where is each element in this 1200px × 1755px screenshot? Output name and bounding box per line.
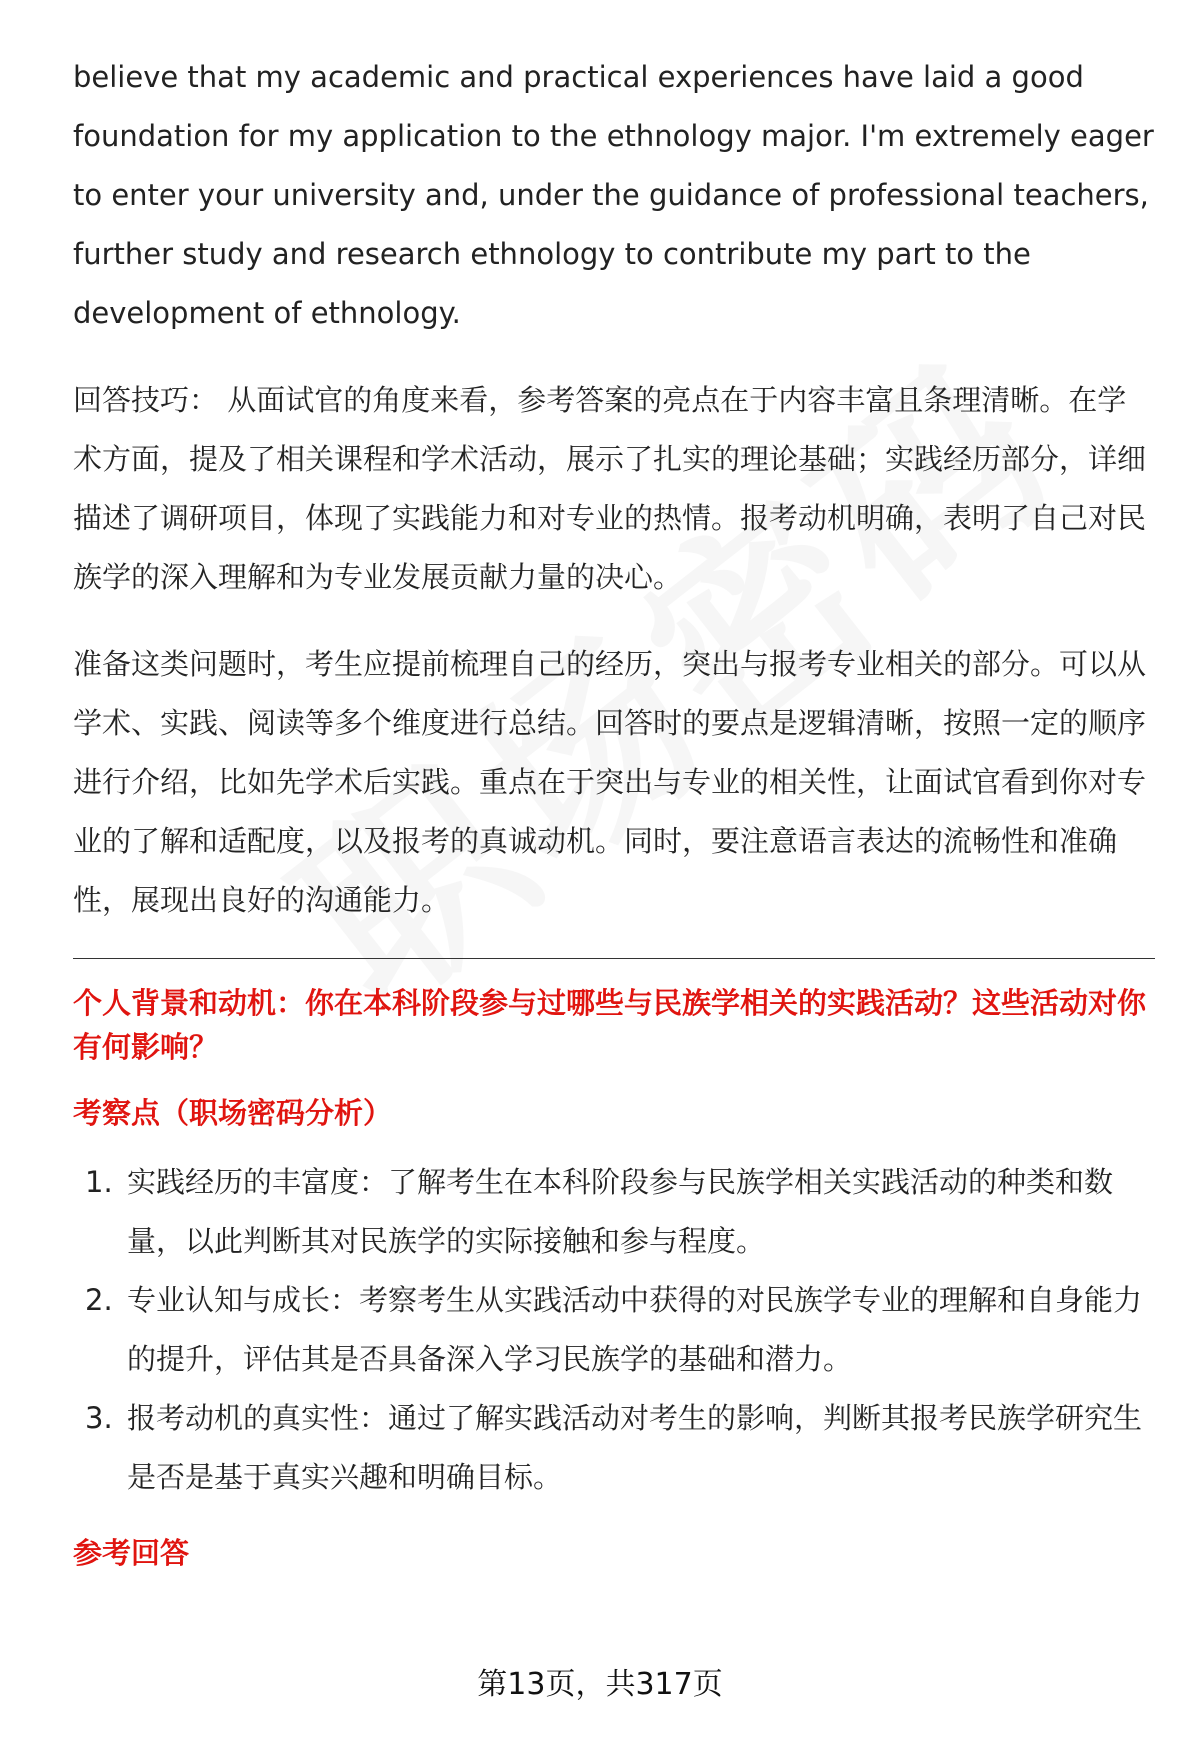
preparation-paragraph: 准备这类问题时，考生应提前梳理自己的经历，突出与报考专业相关的部分。可以从学术、实践、阅读等多个维度进行总结。回答时的要点是逻辑清晰，按照一定的顺序进行介绍，比如先学术后实践。重点在于突出与专业的相关性，让面试官看到你对专业的了解和适配度，以及报考的真诚动机。同时，要注意语言表达的流畅性和准确性，展现出良好的沟通能力。 bbox=[73, 647, 1147, 917]
assessment-point bbox=[73, 1389, 1155, 1507]
assessment-points-heading: 考察点（职场密码分析） bbox=[73, 1096, 393, 1130]
answer-tips-paragraph: 回答技巧： 从面试官的角度来看，参考答案的亮点在于内容丰富且条理清晰。在学术方面，提及了相关课程和学术活动，展示了扎实的理论基础；实践经历部分，详细描述了调研项目，体现了实践能力和对专业的热情。报考动机明确，表明了自己对民族学的深入理解和为专业发展贡献力量的决心。 bbox=[73, 383, 1147, 594]
english-paragraph: believe that my academic and practical experiences have laid a good foundation for my application to the ethnology major. I'm extremely eager to enter your university and, under the guidance of professional teachers, further study and research ethnology to contribute my part to the development of ethnology. bbox=[73, 60, 1154, 330]
point-number: 3. bbox=[85, 1401, 113, 1435]
document-page bbox=[73, 48, 1155, 1593]
point-text: 实践经历的丰富度：了解考生在本科阶段参与民族学相关实践活动的种类和数量，以此判断其对民族学的实际接触和参与程度。 bbox=[127, 1165, 1114, 1258]
section-divider bbox=[73, 958, 1155, 959]
assessment-points-list bbox=[73, 1153, 1155, 1507]
assessment-point bbox=[73, 1271, 1155, 1389]
reference-answer-heading: 参考回答 bbox=[73, 1536, 190, 1570]
point-number: 2. bbox=[85, 1283, 113, 1317]
page-number: 第13页，共317页 bbox=[477, 1667, 723, 1702]
question-title: 个人背景和动机：你在本科阶段参与过哪些与民族学相关的实践活动？这些活动对你有何影响？ bbox=[73, 986, 1147, 1064]
point-number: 1. bbox=[85, 1165, 113, 1199]
assessment-point bbox=[73, 1153, 1155, 1271]
point-text: 报考动机的真实性：通过了解实践活动对考生的影响，判断其报考民族学研究生是否是基于真实兴趣和明确目标。 bbox=[127, 1401, 1143, 1494]
point-text: 专业认知与成长：考察考生从实践活动中获得的对民族学专业的理解和自身能力的提升，评估其是否具备深入学习民族学的基础和潜力。 bbox=[127, 1283, 1143, 1376]
